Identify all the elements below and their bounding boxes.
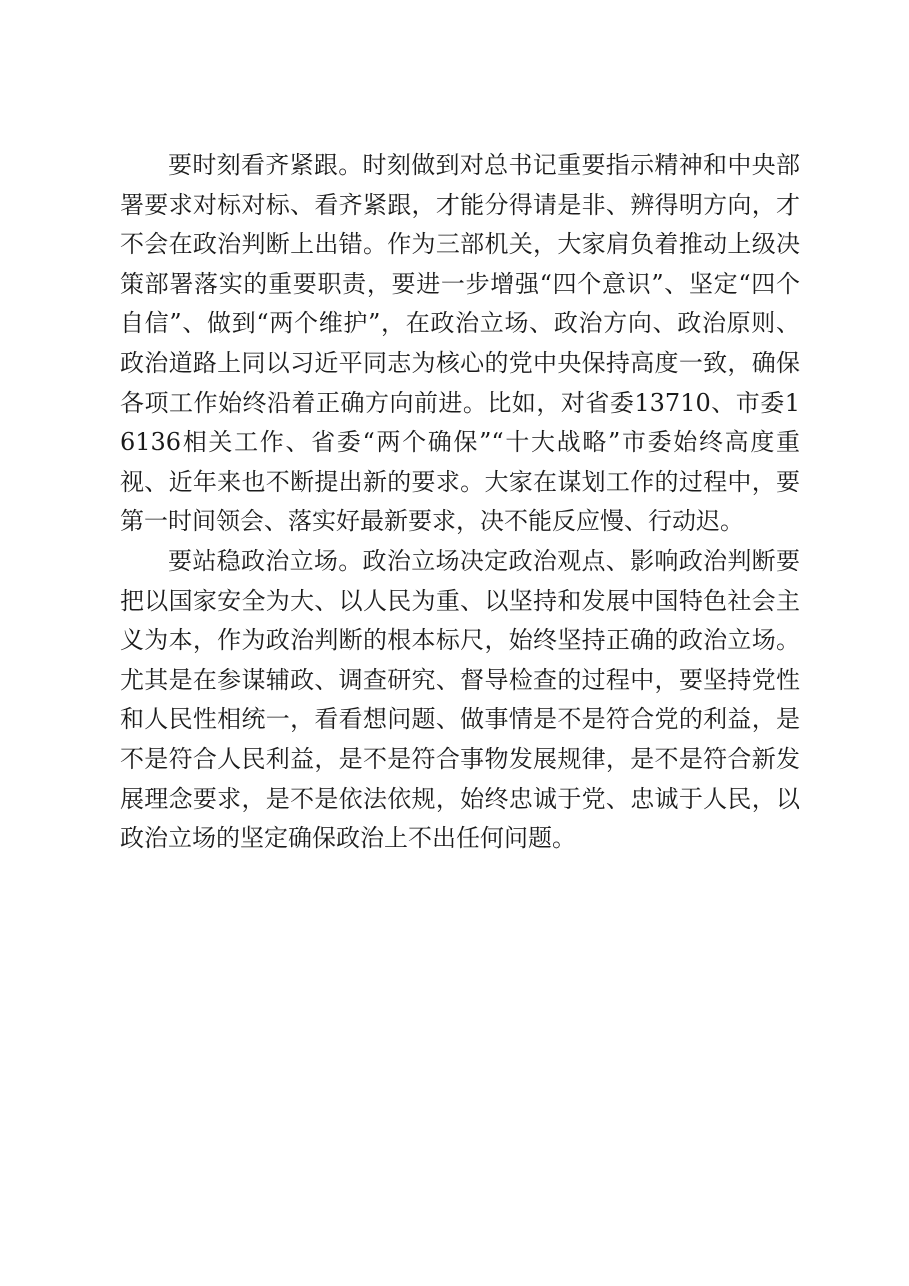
paragraph-1: 要时刻看齐紧跟。时刻做到对总书记重要指示精神和中央部署要求对标对标、看齐紧跟，才能分得请是非、辨得明方向，才不会在政治判断上出错。作为三部机关，大家肩负着推动上级决策部署落实的重要职责，要进一步增强“四个意识”、坚定“四个自信”、做到“两个维护”，在政治立场、政治方向、政治原则、政治道路上同以习近平同志为核心的党中央保持高度一致，确保各项工作始终沿着正确方向前进。比如，对省委13710、市委16136相关工作、省委“两个确保”“十大战略”市委始终高度重视、近年来也不断提出新的要求。大家在谋划工作的过程中，要第一时间领会、落实好最新要求，决不能反应慢、行动迟。	[120, 151, 800, 536]
document-body	[120, 146, 800, 859]
paragraph-2: 要站稳政治立场。政治立场决定政治观点、影响政治判断要把以国家安全为大、以人民为重、以坚持和发展中国特色社会主义为本，作为政治判断的根本标尺，始终坚持正确的政治立场。尤其是在参谋辅政、调查研究、督导检查的过程中，要坚持党性和人民性相统一，看看想问题、做事情是不是符合党的利益，是不是符合人民利益，是不是符合事物发展规律，是不是符合新发展理念要求，是不是依法依规，始终忠诚于党、忠诚于人民，以政治立场的坚定确保政治上不出任何问题。	[120, 546, 800, 853]
